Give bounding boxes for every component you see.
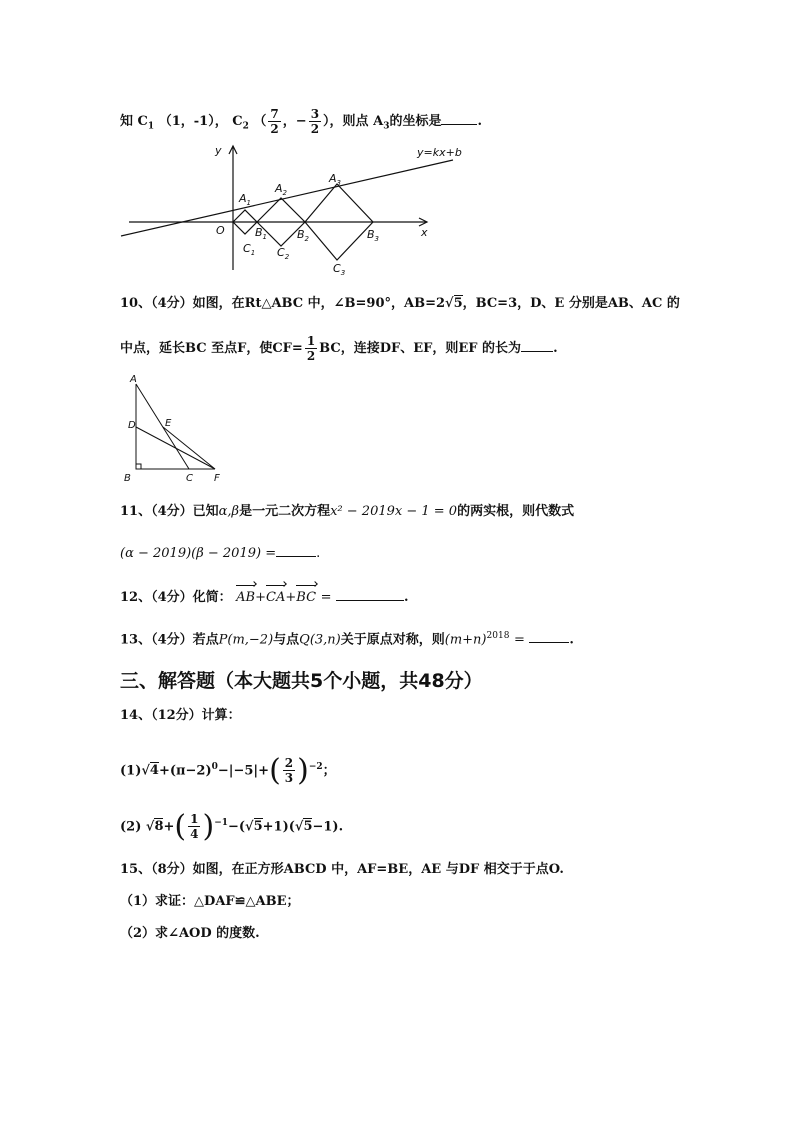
label-C1: $C_1$ [243, 242, 256, 257]
origin-label: O [216, 224, 225, 237]
q15-part1: （1）求证：△DAF≌△ABE； [120, 894, 300, 909]
fraction-7-2: $\frac{7}{2}$ [270, 107, 279, 136]
q14-title: 14、（12分）计算： [120, 708, 241, 723]
answer-blank [441, 110, 477, 125]
answer-blank [276, 542, 316, 557]
q11-line1: 11、（4分）已知α,β是一元二次方程x² − 2019x − 1 = 0的两实根，则代数式 [120, 504, 575, 519]
section-heading: 三、解答题（本大题共5个小题，共48分） [120, 670, 483, 692]
fraction-1-2: $\frac{1}{2}$ [306, 334, 316, 363]
figure-right-triangle [120, 372, 230, 484]
label-C2: $C_2$ [277, 246, 290, 261]
q14-part1: $(1)√4+(\pi-2)^0-|-5|+$( $\frac{2}{3}$ )$^{-2}$； [120, 752, 336, 788]
y-axis-label: y [215, 144, 222, 157]
answer-blank [336, 586, 404, 601]
label-A3: $A_3$ [329, 172, 341, 187]
answer-blank [521, 337, 553, 352]
label-F: F [214, 473, 220, 484]
q15-title: 15、（8分）如图，在正方形ABCD 中，AF=BE，AE 与DF 相交于于点O. [120, 862, 564, 877]
q14-part2: (2) √8+( $\frac{1}{4}$ )$^{-1}$−(√5+1)(√5−1). [120, 808, 344, 844]
label-B3: $B_3$ [367, 228, 380, 243]
label-A: A [130, 374, 137, 385]
answer-blank [529, 628, 569, 643]
q9-tail-line: 知 $C_1$ （1，-1）， $C_2$ （ $\frac{7}{2}$ ，− $\frac{3}{2}$ ），则点 $A_3$的坐标是 . [120, 107, 482, 136]
q10-line2: 中点，延长BC 至点F，使CF= $\frac{1}{2}$ BC，连接DF、EF，则EF 的长为 . [120, 334, 558, 363]
label-C3: $C_3$ [333, 262, 346, 277]
segment-EF [163, 427, 215, 469]
side-AC [136, 384, 189, 469]
segment-DF [136, 427, 215, 469]
figure-squares-on-axis [115, 138, 475, 280]
right-angle-mark [136, 464, 141, 469]
label-B1: $B_1$ [255, 226, 268, 241]
q10-line1: 10、（4分）如图，在Rt△ABC 中，∠B=90°，AB=2√5，BC=3，D、E 分别是AB、AC 的 [120, 296, 680, 311]
label-A2: $A_2$ [275, 182, 287, 197]
q12-line: 12、（4分）化简： AB+CA+BC = . [120, 586, 409, 608]
sqrt-5: √5 [445, 296, 463, 311]
label-B: B [124, 473, 131, 484]
q11-line2: (α − 2019)(β − 2019) = . [120, 542, 320, 564]
label-C: C [186, 473, 193, 484]
q15-part2: （2）求∠AOD 的度数. [120, 926, 260, 941]
label-E: E [165, 418, 172, 429]
line-y-kx-b [121, 160, 453, 236]
line-label: y=kx+b [417, 146, 462, 159]
q13-line: 13、（4分）若点P(m,−2)与点Q(3,n)关于原点对称，则$(m+n)^{2018}$ = . [120, 626, 574, 650]
label-D: D [128, 420, 136, 431]
label-B2: $B_2$ [297, 228, 310, 243]
fraction-3-2: $\frac{3}{2}$ [310, 107, 320, 136]
label-A1: $A_1$ [239, 192, 251, 207]
x-axis-label: x [421, 226, 428, 239]
